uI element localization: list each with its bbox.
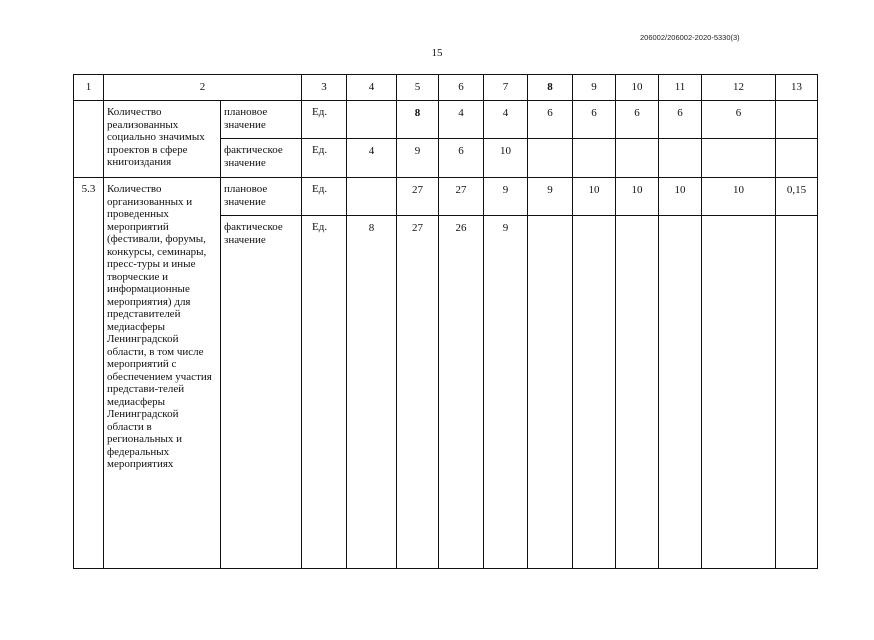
value-cell: 8 bbox=[347, 216, 397, 569]
value-cell bbox=[528, 216, 573, 569]
value-cell bbox=[776, 216, 818, 569]
value-cell bbox=[702, 216, 776, 569]
value-cell: 0,15 bbox=[776, 178, 818, 216]
column-number-row bbox=[74, 75, 818, 101]
row-type-label: плановое значение bbox=[221, 178, 302, 216]
value-cell: 4 bbox=[347, 139, 397, 178]
col-header-7: 7 bbox=[484, 75, 528, 101]
unit-cell: Ед. bbox=[302, 216, 347, 569]
value-cell: 9 bbox=[484, 178, 528, 216]
value-cell: 10 bbox=[573, 178, 616, 216]
col-header-2: 2 bbox=[104, 75, 302, 101]
value-cell: 26 bbox=[439, 216, 484, 569]
table-row bbox=[74, 178, 818, 216]
value-cell: 27 bbox=[397, 178, 439, 216]
col-header-9: 9 bbox=[573, 75, 616, 101]
col-header-12: 12 bbox=[702, 75, 776, 101]
value-cell: 9 bbox=[484, 216, 528, 569]
col-header-3: 3 bbox=[302, 75, 347, 101]
table-row bbox=[74, 101, 818, 139]
indicator-name: Количество организованных и проведенных мероприятий (фестивали, форумы, конкурсы, семинары, пресс-туры и иные творческие и информационные мероприятия) для представителей медиасферы Ленинградской области, в том числе мероприятий с обеспечением участия представи-телей медиасферы Ленинградской области в региональных и федеральных мероприятиях bbox=[104, 178, 221, 569]
value-cell: 6 bbox=[528, 101, 573, 139]
document-id: 206002/206002-2020-5330(3) bbox=[640, 33, 740, 42]
col-header-5: 5 bbox=[397, 75, 439, 101]
section-number bbox=[74, 101, 104, 178]
unit-cell: Ед. bbox=[302, 101, 347, 139]
row-type-label: фактическое значение bbox=[221, 139, 302, 178]
value-cell bbox=[616, 216, 659, 569]
indicator-name: Количество реализованных социально значимых проектов в сфере книгоиздания bbox=[104, 101, 221, 178]
row-type-label: плановое значение bbox=[221, 101, 302, 139]
section-number: 5.3 bbox=[74, 178, 104, 569]
value-cell bbox=[659, 216, 702, 569]
value-cell bbox=[776, 139, 818, 178]
value-cell bbox=[573, 216, 616, 569]
value-cell: 8 bbox=[397, 101, 439, 139]
value-cell bbox=[702, 139, 776, 178]
col-header-13: 13 bbox=[776, 75, 818, 101]
value-cell: 9 bbox=[397, 139, 439, 178]
value-cell bbox=[776, 101, 818, 139]
value-cell: 6 bbox=[659, 101, 702, 139]
value-cell: 10 bbox=[702, 178, 776, 216]
col-header-6: 6 bbox=[439, 75, 484, 101]
value-cell: 27 bbox=[439, 178, 484, 216]
unit-cell: Ед. bbox=[302, 139, 347, 178]
value-cell bbox=[347, 178, 397, 216]
value-cell: 6 bbox=[439, 139, 484, 178]
value-cell: 6 bbox=[702, 101, 776, 139]
row-type-label: фактическое значение bbox=[221, 216, 302, 569]
value-cell: 4 bbox=[484, 101, 528, 139]
value-cell bbox=[573, 139, 616, 178]
value-cell: 10 bbox=[616, 178, 659, 216]
value-cell: 4 bbox=[439, 101, 484, 139]
value-cell: 10 bbox=[484, 139, 528, 178]
col-header-8: 8 bbox=[528, 75, 573, 101]
unit-cell: Ед. bbox=[302, 178, 347, 216]
value-cell bbox=[616, 139, 659, 178]
value-cell: 9 bbox=[528, 178, 573, 216]
col-header-10: 10 bbox=[616, 75, 659, 101]
value-cell: 27 bbox=[397, 216, 439, 569]
value-cell: 6 bbox=[616, 101, 659, 139]
indicators-table bbox=[73, 74, 818, 569]
col-header-11: 11 bbox=[659, 75, 702, 101]
value-cell bbox=[347, 101, 397, 139]
page-number: 15 bbox=[431, 47, 443, 59]
value-cell: 10 bbox=[659, 178, 702, 216]
value-cell bbox=[528, 139, 573, 178]
value-cell: 6 bbox=[573, 101, 616, 139]
col-header-1: 1 bbox=[74, 75, 104, 101]
col-header-4: 4 bbox=[347, 75, 397, 101]
value-cell bbox=[659, 139, 702, 178]
